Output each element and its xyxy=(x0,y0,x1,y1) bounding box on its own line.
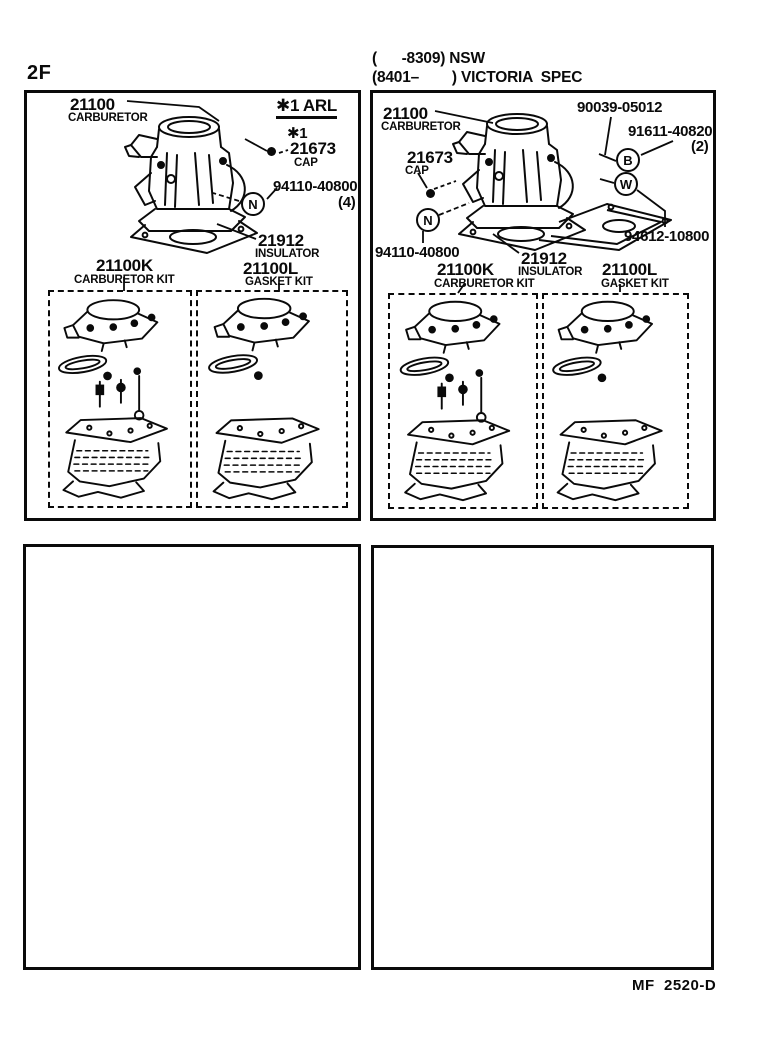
carb-kit-number: 21100K xyxy=(96,256,153,275)
carburetor-name: CARBURETOR xyxy=(381,121,461,133)
bolt-quantity: (4) xyxy=(338,194,356,211)
carburetor-kit-illustration xyxy=(390,295,533,505)
washer-symbol: W xyxy=(614,172,638,196)
cap-ref-mark: ✱1 xyxy=(287,125,308,142)
carburetor-kit-box xyxy=(388,293,538,509)
gasket-kit-illustration xyxy=(198,292,343,504)
cap-number: 21673 xyxy=(407,148,453,167)
insulator-name: INSULATOR xyxy=(255,248,320,260)
nut-symbol: N xyxy=(416,208,440,232)
spec-header xyxy=(372,49,582,87)
carb-kit-number: 21100K xyxy=(437,260,494,279)
gasket-kit-name: GASKET KIT xyxy=(245,276,313,288)
gasket-kit-name: GASKET KIT xyxy=(601,278,669,290)
screw-number: 90039-05012 xyxy=(577,99,663,116)
gasket-kit-number: 21100L xyxy=(243,259,298,278)
insulator-number: 21912 xyxy=(521,249,567,268)
carb-kit-name: CARBURETOR KIT xyxy=(74,274,175,286)
carburetor-illustration xyxy=(111,113,271,258)
carburetor-kit-box xyxy=(48,290,192,508)
gasket-kit-box xyxy=(196,290,348,508)
diagram-panel-arl xyxy=(24,90,361,521)
insulator-name: INSULATOR xyxy=(518,266,583,278)
ref-note-arl: ✱1 ARL xyxy=(276,97,337,119)
bolt-b-number: 91611-40820 xyxy=(628,123,713,140)
bolt-n-number: 94110-40800 xyxy=(375,244,460,261)
bolt-symbol: B xyxy=(616,148,640,172)
diagram-panel-victoria xyxy=(370,90,716,521)
empty-section-right xyxy=(371,545,714,970)
gasket-kit-illustration xyxy=(544,295,684,505)
gasket-kit-box xyxy=(542,293,689,509)
cap-name: CAP xyxy=(405,165,429,177)
cap-number: 21673 xyxy=(290,139,336,158)
page-footer-code: MF 2520-D xyxy=(632,977,717,994)
carburetor-number: 21100 xyxy=(383,104,428,123)
carburetor-name: CARBURETOR xyxy=(68,112,148,124)
insulator-number: 21912 xyxy=(258,231,304,250)
carburetor-kit-illustration xyxy=(50,292,189,504)
empty-section-left xyxy=(23,544,361,970)
bolt-b-quantity: (2) xyxy=(691,138,709,155)
spec-header-line2: (8401– ) VICTORIA SPEC xyxy=(372,69,583,86)
gasket-plate-number: 94612-10800 xyxy=(624,228,710,245)
spec-header-line1: ( -8309) NSW xyxy=(372,50,485,67)
cap-part-dot xyxy=(426,189,435,198)
cap-part-dot xyxy=(267,147,276,156)
carb-kit-name: CARBURETOR KIT xyxy=(434,278,535,290)
gasket-kit-number: 21100L xyxy=(602,260,657,279)
nut-symbol: N xyxy=(241,192,265,216)
engine-code-label: 2F xyxy=(27,62,52,84)
carburetor-number: 21100 xyxy=(70,95,115,114)
cap-name: CAP xyxy=(294,157,318,169)
bolt-number: 94110-40800 xyxy=(273,178,358,195)
